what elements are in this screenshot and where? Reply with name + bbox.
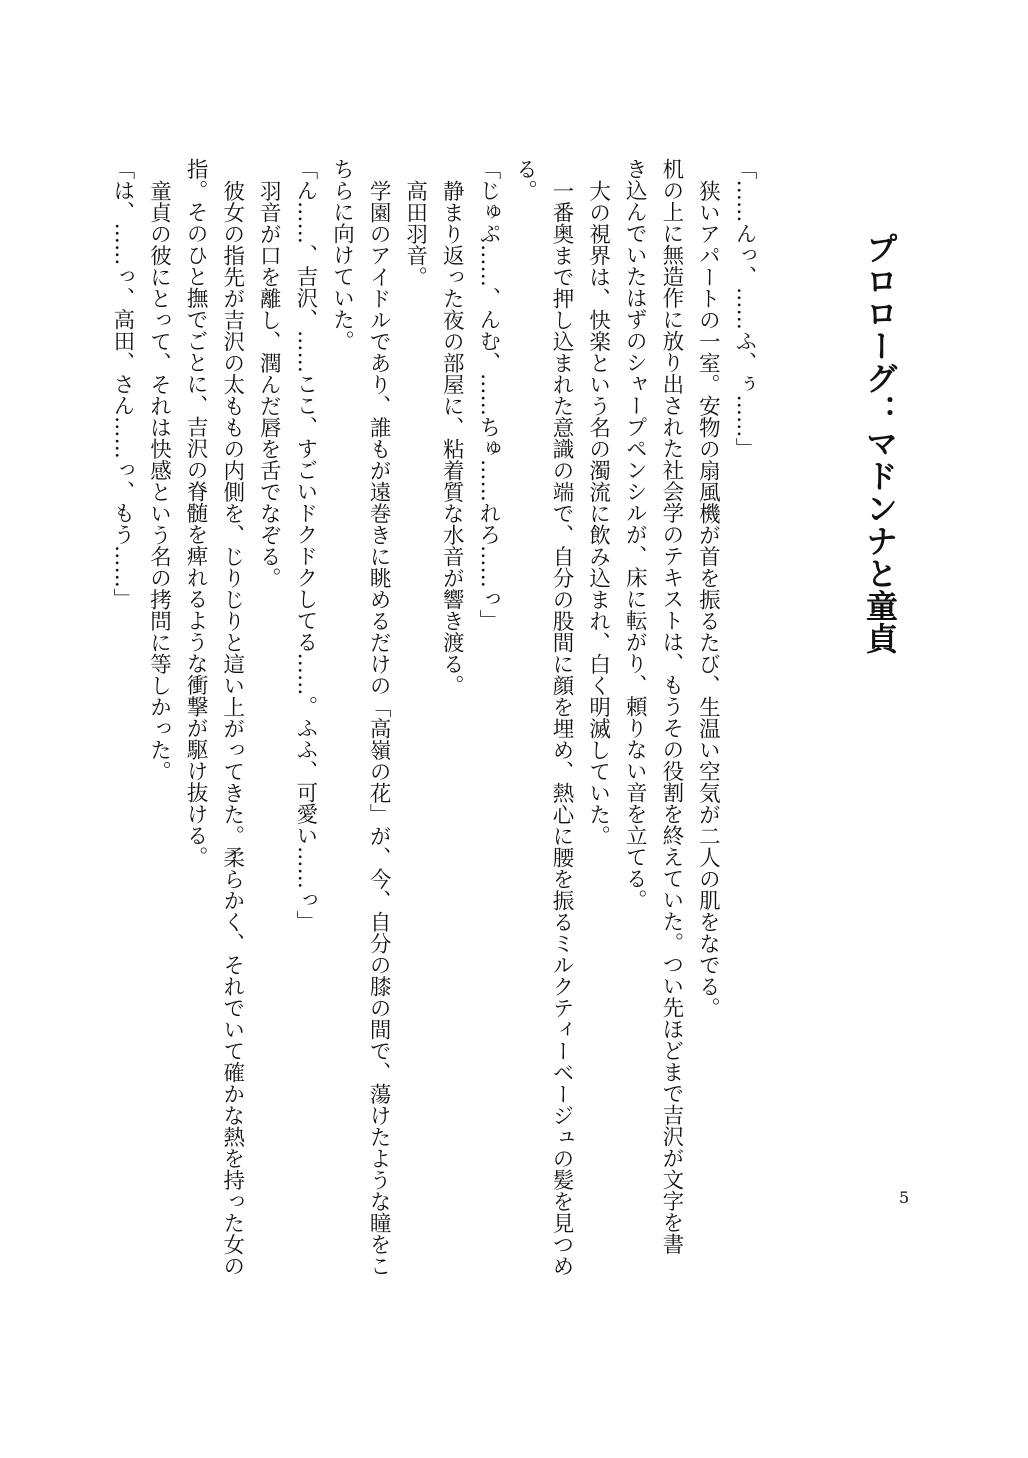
text-column: 「じゅぷ……、んむ、……ちゅ……れろ……っ」 (475, 158, 501, 631)
text-column: 大の視界は、快楽という名の濁流に飲み込まれ、白く明滅していた。 (585, 179, 611, 846)
page-number: 5 (899, 1188, 910, 1207)
text-column: 「……んっ、……ふ、ぅ……」 (732, 158, 757, 459)
text-column: 羽音が口を離し、潤んだ唇を舌でなぞる。 (256, 179, 282, 588)
text-column: 学園のアイドルであり、誰もが遠巻きに眺めるだけの「高嶺の花」が、今、自分の膝の間で、蕩けたような瞳をこ (366, 179, 392, 1276)
text-column: 静まり返った夜の部屋に、粘着質な水音が響き渡る。 (439, 179, 465, 696)
text-column: 「ん……、吉沢、……ここ、すごいドクドクしてる……。ふふ、可愛い……っ」 (292, 158, 318, 932)
text-column: 指。そのひと撫でごとに、吉沢の脊髄を痺れるような衝撃が駆け抜ける。 (183, 158, 209, 868)
text-column: 一番奥まで押し込まれた意識の端で、自分の股間に顔を埋め、熱心に腰を振るミルクティーベージュの髪を見つめ (549, 179, 575, 1276)
text-column: き込んでいたはずのシャープペンシルが、床に転がり、頼りない音を立てる。 (622, 158, 648, 911)
text-column: る。 (512, 158, 538, 201)
text-column: 高田羽音。 (402, 179, 428, 287)
text-column: 彼女の指先が吉沢の太ももの内側を、じりじりと這い上がってきた。柔らかく、それでいて確かな熱を持った女の (219, 179, 245, 1276)
text-column: 机の上に無造作に放り出された社会学のテキストは、もうその役割を終えていた。つい先ほどまで吉沢が文字を書 (658, 158, 684, 1255)
text-column: 童貞の彼にとって、それは快感という名の拷問に等しかった。 (146, 179, 172, 782)
text-column: ちらに向けていた。 (329, 158, 355, 352)
chapter-title: プロローグ：マドンナと童貞 (861, 232, 899, 655)
text-column: 「は、……っ、高田、さん……っ、もう……」 (109, 158, 135, 610)
text-column: 狭いアパートの一室。安物の扇風機が首を振るたび、生温い空気が二人の肌をなでる。 (695, 179, 721, 1018)
body-text (103, 158, 762, 1278)
